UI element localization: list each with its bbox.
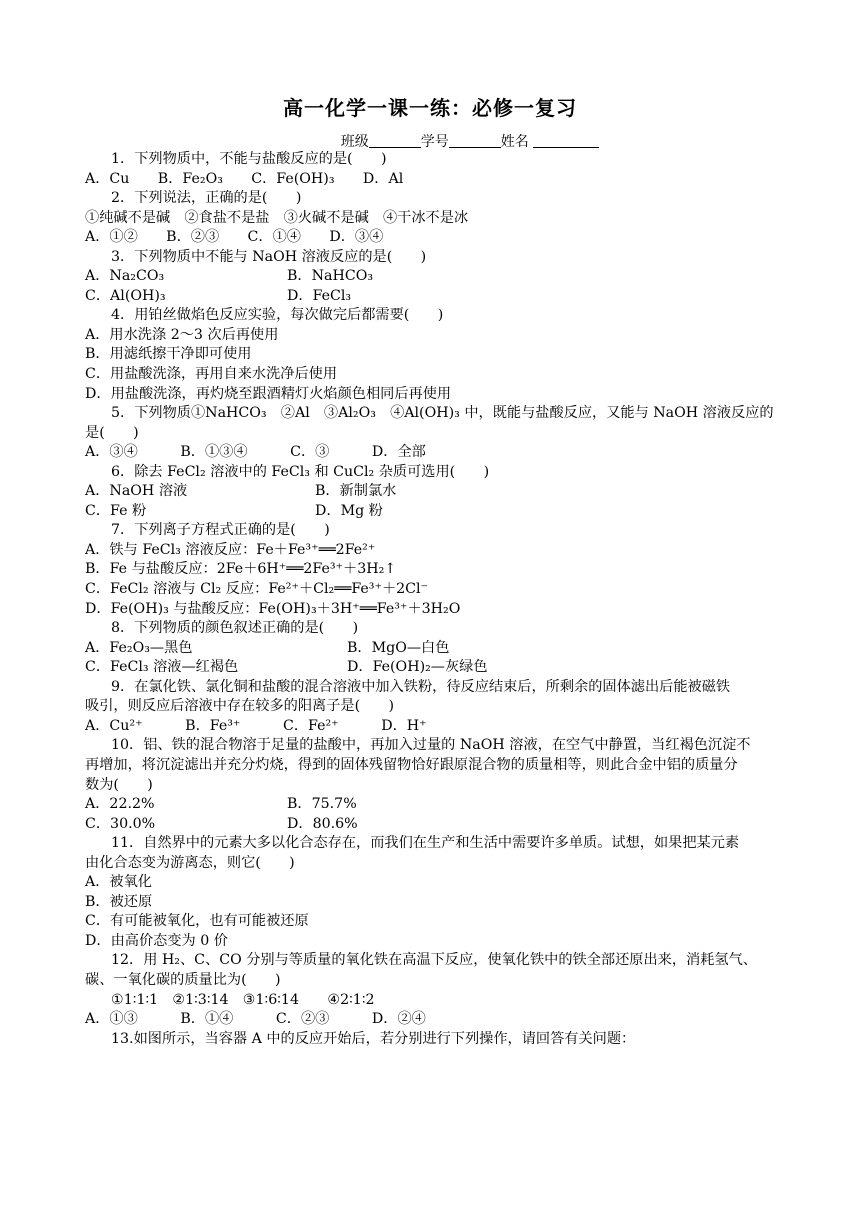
option-d: D．FeCl₃	[287, 287, 352, 304]
question-13-stem: 13.如图所示，当容器 A 中的反应开始后，若分别进行下列操作，请回答有关问题：	[111, 1030, 636, 1047]
question-5-options: A．③④ B．①③④ C．③ D．全部	[85, 444, 426, 461]
question-11-option-d: D．由高价态变为 0 价	[85, 932, 228, 949]
id-label: 学号	[420, 134, 449, 150]
question-2-statements: ①纯碱不是碱 ②食盐不是盐 ③火碱不是碱 ④干冰不是冰	[85, 209, 469, 226]
question-4-option-c: C．用盐酸洗涤，再用自来水洗净后使用	[85, 366, 338, 383]
option-b: B．75.7%	[287, 796, 357, 813]
name-blank[interactable]	[533, 133, 599, 148]
question-11-option-a: A．被氧化	[85, 874, 152, 891]
option-b: B．新制氯水	[315, 483, 397, 500]
question-1-options: A．Cu B．Fe₂O₃ C．Fe(OH)₃ D．Al	[85, 170, 404, 187]
question-8-options-row-2	[85, 658, 780, 678]
question-11-option-c: C．有可能被氧化，也有可能被还原	[85, 913, 309, 930]
option-c: C．FeCl₃ 溶液—红褐色	[85, 659, 239, 676]
question-12-stem-cont: 碳、一氧化碳的质量比为( )	[85, 971, 281, 988]
question-1-stem: 1．下列物质中，不能与盐酸反应的是( )	[111, 151, 387, 167]
name-label: 姓名	[500, 134, 529, 150]
student-info-line	[0, 131, 860, 151]
question-11-stem-cont: 由化合态变为游离态，则它( )	[85, 854, 295, 871]
question-7-stem: 7．下列离子方程式正确的是( )	[111, 522, 330, 539]
question-12-options: A．①③ B．①④ C．②③ D．②④	[85, 1011, 426, 1028]
question-list	[85, 150, 780, 1049]
question-9-stem-cont: 吸引，则反应后溶液中存在较多的阳离子是( )	[85, 698, 395, 715]
question-4-stem: 4．用铂丝做焰色反应实验，每次做完后都需要( )	[111, 307, 444, 324]
question-4-option-d: D．用盐酸洗涤，再灼烧至跟酒精灯火焰颜色相同后再使用	[85, 385, 452, 402]
id-blank[interactable]	[449, 133, 501, 148]
question-10-stem: 10．铝、铁的混合物溶于足量的盐酸中，再加入过量的 NaOH 溶液，在空气中静置，当红褐色沉淀不	[111, 737, 751, 754]
question-12-stem: 12．用 H₂、C、CO 分别与等质量的氧化铁在高温下反应，使氧化铁中的铁全部还原出来，消耗氢气、	[111, 952, 757, 969]
option-d: D．Mg 粉	[315, 502, 383, 519]
option-c: C．Fe 粉	[85, 502, 147, 519]
question-10-options-row-1	[85, 795, 780, 815]
question-5-stem-cont: 是( )	[85, 424, 139, 441]
option-c: C．Al(OH)₃	[85, 287, 166, 304]
option-a: A．Fe₂O₃—黑色	[85, 639, 193, 656]
question-10-stem-cont-2: 数为( )	[85, 776, 153, 793]
question-6-options-row-1	[85, 482, 780, 502]
question-7-option-d: D．Fe(OH)₃ 与盐酸反应：Fe(OH)₃＋3H⁺══Fe³⁺＋3H₂O	[85, 600, 461, 617]
class-blank[interactable]	[369, 133, 421, 148]
question-3-options-row-2	[85, 287, 780, 307]
question-10-stem-cont-1: 再增加，将沉淀滤出并充分灼烧，得到的固体残留物恰好跟原混合物的质量相等，则此合金中铝的质量分	[85, 756, 738, 773]
question-11-option-b: B．被还原	[85, 893, 153, 910]
option-a: A．NaOH 溶液	[85, 483, 188, 500]
question-8-options-row-1	[85, 639, 780, 659]
question-9-options: A．Cu²⁺ B．Fe³⁺ C．Fe²⁺ D．H⁺	[85, 717, 427, 734]
question-6-options-row-2	[85, 502, 780, 522]
question-3-stem: 3．下列物质中不能与 NaOH 溶液反应的是( )	[111, 248, 427, 265]
option-d: D．Fe(OH)₂—灰绿色	[347, 659, 488, 676]
question-4-option-b: B．用滤纸擦干净即可使用	[85, 346, 252, 363]
question-3-options-row-1	[85, 267, 780, 287]
page-title: 高一化学一课一练：必修一复习	[283, 96, 577, 120]
question-2-stem: 2．下列说法，正确的是( )	[111, 190, 302, 207]
option-a: A．Na₂CO₃	[85, 268, 165, 285]
question-2-options: A．①② B．②③ C．①④ D．③④	[85, 229, 384, 246]
question-11-stem: 11．自然界中的元素大多以化合态存在，而我们在生产和生活中需要许多单质。试想，如果把某元素	[111, 835, 740, 852]
question-7-option-c: C．FeCl₂ 溶液与 Cl₂ 反应：Fe²⁺＋Cl₂══Fe³⁺＋2Cl⁻	[85, 581, 429, 598]
question-12-ratios: ①1∶1∶1 ②1∶3∶14 ③1∶6∶14 ④2∶1∶2	[111, 991, 375, 1008]
question-7-option-b: B．Fe 与盐酸反应：2Fe＋6H⁺══2Fe³⁺＋3H₂↑	[85, 561, 397, 578]
question-10-options-row-2	[85, 815, 780, 835]
question-5-stem: 5．下列物质①NaHCO₃ ②Al ③Al₂O₃ ④Al(OH)₃ 中，既能与盐酸反应，又能与 NaOH 溶液反应的	[111, 405, 774, 422]
option-c: C．30.0%	[85, 815, 156, 832]
option-b: B．MgO—白色	[347, 639, 450, 656]
question-7-option-a: A．铁与 FeCl₃ 溶液反应：Fe＋Fe³⁺══2Fe²⁺	[85, 541, 376, 558]
option-d: D．80.6%	[287, 815, 358, 832]
option-a: A．22.2%	[85, 796, 155, 813]
question-9-stem: 9．在氯化铁、氯化铜和盐酸的混合溶液中加入铁粉，待反应结束后，所剩余的固体滤出后能被磁铁	[111, 678, 731, 695]
question-6-stem: 6．除去 FeCl₂ 溶液中的 FeCl₃ 和 CuCl₂ 杂质可选用( )	[111, 463, 490, 480]
option-b: B．NaHCO₃	[287, 268, 374, 285]
class-label: 班级	[340, 134, 369, 150]
question-4-option-a: A．用水洗涤 2～3 次后再使用	[85, 326, 279, 343]
question-8-stem: 8．下列物质的颜色叙述正确的是( )	[111, 620, 359, 637]
